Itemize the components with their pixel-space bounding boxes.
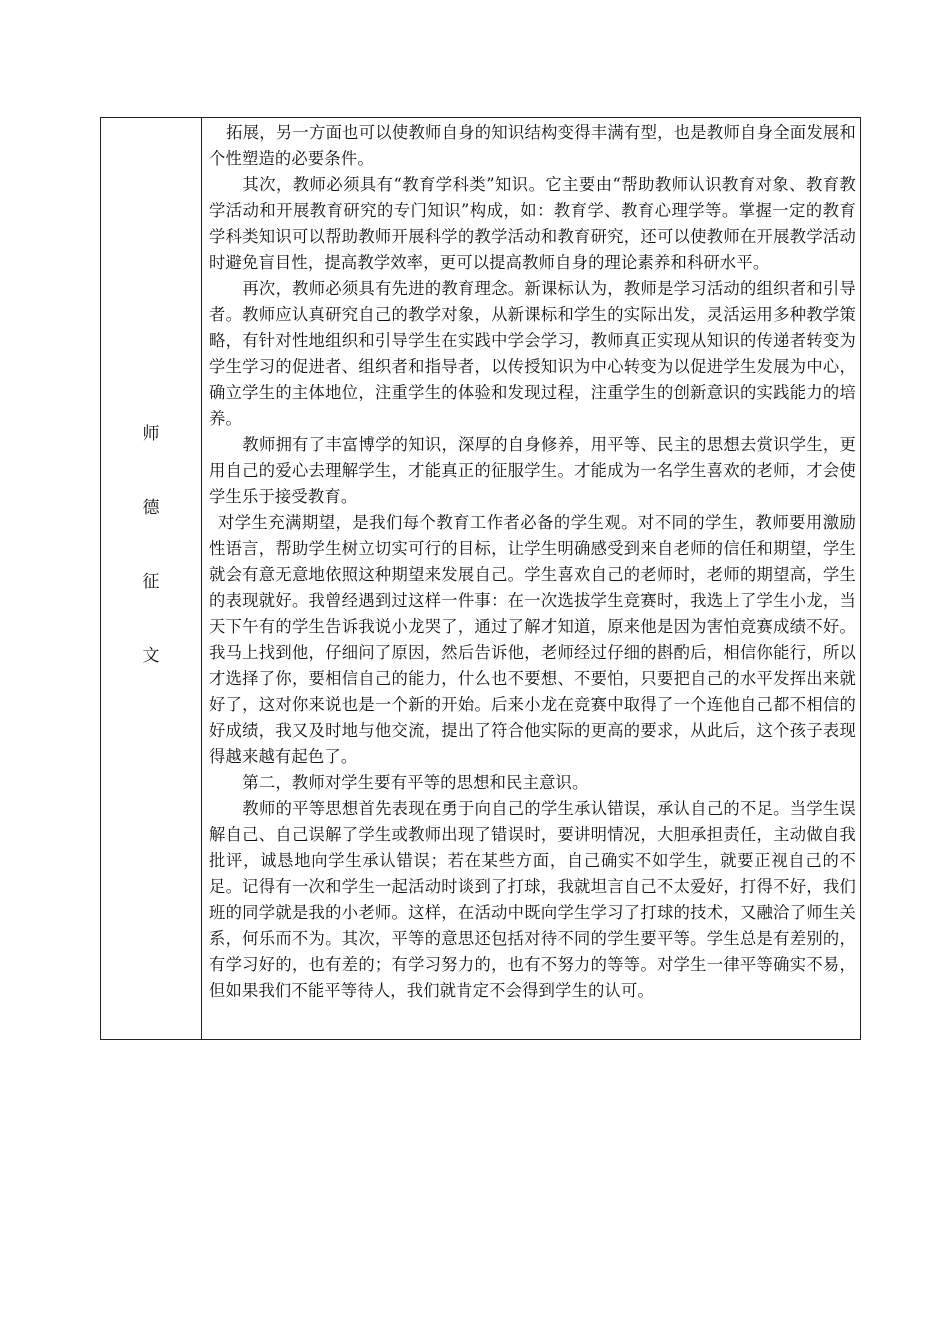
side-label-char: 文 bbox=[142, 646, 160, 666]
paragraph: 再次，教师必须具有先进的教育理念。新课标认为，教师是学习活动的组织者和引导者。教师应认真研究自己的教学对象，从新课标和学生的实际出发，灵活运用多种教学策略，有针对性地组织和引导学生在实践中学会学习，教师真正实现从知识的传递者转变为学生学习的促进者、组织者和指导者，以传授知识为中心转变为以促进学生发展为中心，确立学生的主体地位，注重学生的体验和发现过程，注重学生的创新意识的实践能力的培养。 bbox=[209, 279, 856, 428]
paragraph: 其次，教师必须具有“教育学科类”知识。它主要由“帮助教师认识教育对象、教育教学活动和开展教育研究的专门知识”构成，如：教育学、教育心理学等。掌握一定的教育学科类知识可以帮助教师开展科学的教学活动和教育研究，还可以使教师在开展教学活动时避免盲目性，提高教学效率，更可以提高教师自身的理论素养和科研水平。 bbox=[209, 175, 856, 272]
side-label-char: 师 bbox=[142, 424, 160, 444]
side-label-cell bbox=[101, 118, 202, 1039]
paragraph: 第二，教师对学生要有平等的思想和民主意识。 bbox=[242, 773, 589, 792]
paragraph: 拓展，另一方面也可以使教师自身的知识结构变得丰满有型，也是教师自身全面发展和个性塑造的必要条件。 bbox=[209, 123, 856, 168]
side-label-char: 征 bbox=[142, 572, 160, 592]
side-label-char: 德 bbox=[142, 498, 160, 518]
paragraph: 教师拥有了丰富博学的知识，深厚的自身修养，用平等、民主的思想去赏识学生，更用自己的爱心去理解学生，才能真正的征服学生。才能成为一名学生喜欢的老师，才会使学生乐于接受教育。 bbox=[209, 435, 856, 506]
essay-body bbox=[202, 118, 860, 1039]
paragraph: 教师的平等思想首先表现在勇于向自己的学生承认错误，承认自己的不足。当学生误解自己、自己误解了学生或教师出现了错误时，要讲明情况，大胆承担责任，主动做自我批评，诚恳地向学生承认错误；若在某些方面，自己确实不如学生，就要正视自己的不足。记得有一次和学生一起活动时谈到了打球，我就坦言自己不太爱好，打得不好，我们班的同学就是我的小老师。这样，在活动中既向学生学习了打球的技术，又融洽了师生关系，何乐而不为。其次，平等的意思还包括对待不同的学生要平等。学生总是有差别的，有学习好的，也有差的；有学习努力的，也有不努力的等等。对学生一律平等确实不易，但如果我们不能平等待人，我们就肯定不会得到学生的认可。 bbox=[209, 799, 856, 1000]
paragraph: 对学生充满期望，是我们每个教育工作者必备的学生观。对不同的学生，教师要用激励性语言，帮助学生树立切实可行的目标，让学生明确感受到来自老师的信任和期望，学生就会有意无意地依照这种期望来发展自己。学生喜欢自己的老师时，老师的期望高，学生的表现就好。我曾经遇到过这样一件事：在一次选拔学生竞赛时，我选上了学生小龙，当天下午有的学生告诉我说小龙哭了，通过了解才知道，原来他是因为害怕竞赛成绩不好。我马上找到他，仔细问了原因，然后告诉他，老师经过仔细的斟酌后，相信你能行，所以才选择了你，要相信自己的能力，什么也不要想、不要怕，只要把自己的水平发挥出来就好了，这对你来说也是一个新的开始。后来小龙在竞赛中取得了一个连他自己都不相信的好成绩，我又及时地与他交流，提出了符合他实际的更高的要求，从此后，这个孩子表现得越来越有起色了。 bbox=[209, 513, 856, 766]
essay-table bbox=[100, 117, 861, 1040]
